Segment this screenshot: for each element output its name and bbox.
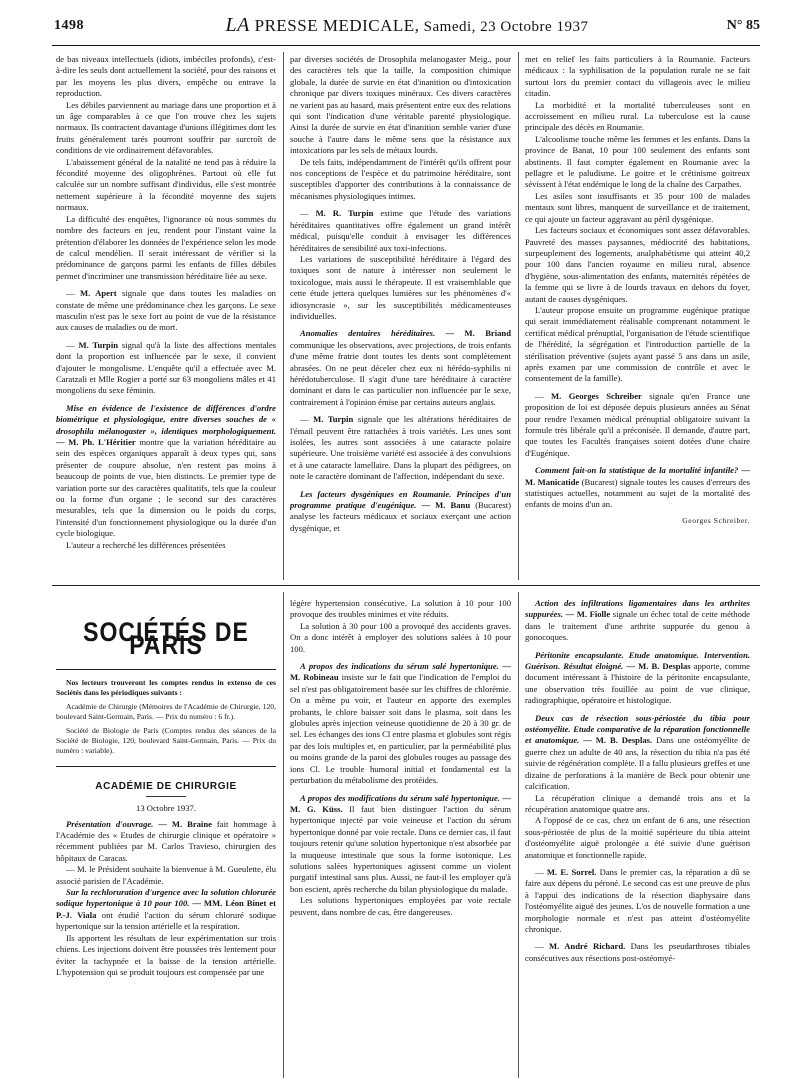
article-column-3 <box>525 54 750 579</box>
reference-note: Académie de Chirurgie (Mémoires de l'Académie de Chirurgie, 120, boulevard Saint-Germain, Paris. — Prix du numéro : 6 fr.). <box>56 701 276 721</box>
paragraph-text: (Bucarest) analyse les facteurs médicaux et sociaux exerçant une action dysgénique, et <box>290 500 511 533</box>
speaker-name: — M. Braine <box>153 818 212 829</box>
paragraph: De tels faits, indépendamment de l'intérêt qu'ils offrent pour nos conceptions de l'espèce et du patrimoine héréditaire, sont susceptibles d'apporter des contributions à la connaissance de mécanismes physiologiques intimes. <box>290 156 511 201</box>
communication-title: Sur la rechloruration d'urgence avec la solution chlorurée sodique hypertonique à 10 pour 100. <box>56 887 276 909</box>
running-header <box>54 14 760 40</box>
paragraph-text: signal qu'à la liste des affections mentales dont la proportion est influencée par le sexe, il convient d'ajouter le mongolisme. L'enquête qu'il a effectuée avec M. Caratzali et Mlle Rogier a porté sur 63 mongoliens mâles et 41 mongoliens du sexe féminin. <box>56 339 276 396</box>
paragraph: A l'opposé de ce cas, chez un enfant de 6 ans, une résection sous-périostée de plus de la moitié supérieure du tibia atteint d'ostéomyélite aiguë prolongée a été suivie d'une guérison anatomique et fonctionnelle rapide. <box>525 815 750 860</box>
article-column-2 <box>290 54 511 579</box>
paragraph: Les solutions hypertoniques employées par voie rectale peuvent, dans nombre de cas, être dangereuses. <box>290 895 511 917</box>
communication-title: Péritonite encapsulante. Etude anatomique. Intervention. Guérison. Résultat éloigné. <box>525 649 750 672</box>
speaker-name: M. Turpin <box>313 414 354 425</box>
paragraph: Ils apportent les résultats de leur expérimentation sur trois chiens. Les injections doivent être poussées très lentement pour éviter la tachypnée et la baisse de la tension artérielle. L'hypotension qui se produit toujours est compensée par une <box>56 932 276 977</box>
speaker-name: — MM. Léon Binet et P.-J. Viala <box>56 898 276 920</box>
communication-title: Action des infiltrations ligamentaires dans les arthrites suppurées. <box>525 598 750 620</box>
speaker-name: — M. Robineau <box>290 661 511 683</box>
paragraph: Les débiles parviennent au mariage dans une proportion et à un âge comparables à ce que l'on trouve chez les sujets normaux. Ils contractent davantage d'unions illégitimes dont les fruits généralement tarés pourront souffrir par surcroît de conditions de vie ordinairement défavorables. <box>56 99 276 156</box>
session-date: 13 Octobre 1937. <box>136 803 196 814</box>
paragraph: Les asiles sont insuffisants et 35 pour 100 de malades mentaux sont libres, manquent de surveillance et de traitement, ce qui ajoute un facteur aggravant au péril dysgénique. <box>525 190 750 224</box>
column-divider <box>518 52 519 580</box>
speaker-name: M. E. Sorrel. <box>546 866 597 877</box>
journal-title-rest: PRESSE MEDICALE, <box>249 16 420 35</box>
paragraph: — M. Turpin signal qu'à la liste des affections mentales dont la proportion est influencée par le sexe, il convient d'ajouter le mongolisme. L'enquête qu'il a effectuée avec M. Caratzali et Mlle Rogier a porté sur 63 mongoliens mâles et 41 mongoliens du sexe féminin. <box>56 339 276 396</box>
paragraph: L'auteur a recherché les différences présentées <box>66 539 226 550</box>
paragraph: met en relief les faits particuliers à la Roumanie. Facteurs médicaux : la syphilisation de la population rurale ne se fait surtout lors du premier contact du villageois avec le milieu citadin. <box>525 54 750 99</box>
paragraph: — M. André Richard. Dans les pseudarthroses tibiales consécutives aux résections post-ostéomyé- <box>525 941 750 963</box>
paragraph-text: signale qu'en France une proposition de loi est déposée depuis plusieurs années au Sénat pour rendre l'examen médical prénuptial obligatoire suivant la formule très libérale qu'il a préconisée. Il demande, d'autre part, que toutes les Facultés françaises soient dotées d'une chaire d'Eugénique. <box>525 390 750 458</box>
paragraph-text: (Bucarest) signale toutes les causes d'erreurs des statistiques actuelles, notamment au sujet de la mortalité des enfants de moins d'un an. <box>525 476 750 510</box>
paragraph: de bas niveaux intellectuels (idiots, imbéciles profonds), c'est-à-dire les seuls dont actuellement la société, pour des raisons et par les moyens les plus divers, empêche ou entrave la reproduction. <box>56 54 276 99</box>
column-divider <box>283 52 284 580</box>
section-divider <box>52 585 760 586</box>
paragraph-text: Dans une ostéomyélite de guerre chez un adulte de 40 ans, la résection du tibia n'a pas été suivie de régénération complète. Il a fallu plusieurs greffes et une dizaine de perforations à la manière de Beck pour obtenir une calcification. <box>525 735 750 792</box>
paragraph <box>290 328 511 408</box>
header-rule <box>52 45 760 46</box>
paragraph: Les variations de susceptibilité héréditaire à l'égard des toxiques sont de nature à intéresser non seulement le toxicologue, mais aussi le thérapeute. Il est vraisemblable que cette étude jettera quelques lumières sur les phénomènes d'« idiosyncrasie », sur les susceptibilités médicamenteuses individuelles. <box>290 253 511 321</box>
paragraph-text: communique les observations, avec projections, de trois enfants d'une même fratrie dont toutes les dents sont complètement abrasées. On ne peut déceler chez eux ni hérédo-syphilis ni hérédotuberculose. Il s'agit d'une tare héréditaire à caractère dominant et dans le cas particulier non influencée par le sexe, contrairement à l'opinion émise par certains auteurs anglais. <box>290 339 511 407</box>
paragraph-text: ont étudié l'action du sérum chloruré sodique hypertonique sur la tension artérielle et la respiration. <box>56 909 276 932</box>
communication-title: Anomalies dentaires héréditaires. <box>300 328 436 339</box>
paragraph: — M. le Président souhaite la bienvenue à M. Gueulette, élu associé parisien de l'Académie. <box>56 864 276 886</box>
paragraph <box>290 661 511 786</box>
communication-title: Présentation d'ouvrage. <box>66 818 154 829</box>
paragraph <box>290 793 511 896</box>
reference-note: Société de Biologie de Paris (Comptes rendus des séances de la Société de Biologie, 120, boulevard Saint-Germain, Paris. — Prix du numéro : variable). <box>56 725 276 755</box>
intro-note: Nos lecteurs trouveront les comptes rendus in extenso de ces Sociétés dans les périodiques suivants : <box>56 677 276 697</box>
communication-title: Mise en évidence de l'existence de différences d'ordre biométrique et physiologique, entre diverses souches de « drosophila mélanogaster », identiques morphologiquement. <box>56 402 276 436</box>
paragraph: par diverses sociétés de Drosophila melanogaster Meig., pour des caractères tels que la taille, la composition chimique globale, la durée de survie en état d'inanition ou d'intoxication chronique par divers toxiques minéraux. Ces divers caractères ne varient pas au hasard, mais présentent entre eux des relations qui sont l'indication d'une véritable parenté physiologique. Ainsi la durée de survie en état d'inanition semble varier d'une souche à l'autre dans le même sens que la résistance aux intoxications par les sels de métaux lourds. <box>290 54 511 156</box>
paragraph-text: Dans le premier cas, la réparation a dû se faire aux dépens du péroné. Le second cas est une preuve de plus à l'appui des indications de la résection diaphysaire dans l'ostéomyélite aiguë des jeunes. L'os de nouvelle formation a une morphologie normale et n'est pas atteint d'ostéomyélite chronique. <box>525 866 750 934</box>
communication-title: Deux cas de résection sous-périostée du tibia pour ostéomyélite. Etude comparative de la réparation fonctionnelle et anatomique. <box>525 712 750 746</box>
communication-title: A propos des modifications du sérum salé hypertonique. <box>300 792 500 803</box>
speaker-name: — M. Briand <box>435 328 511 339</box>
speaker-name: M. Turpin <box>78 339 118 350</box>
journal-title <box>54 14 760 37</box>
paragraph: — M. Georges Schreiber signale qu'en France une proposition de loi est déposée depuis plusieurs années au Sénat pour rendre l'examen médical prénuptial obligatoire suivant la formule très libérale qu'il a préconisée. Il demande, d'autre part, que toutes les Facultés françaises soient dotées d'une chaire d'Eugénique. <box>525 390 750 458</box>
paragraph-text: Il faut bien distinguer l'action du sérum hypertonique injecté par voie veineuse et l'action du sérum hypertonique donné par voie rectale. Dans ce dernier cas, il faut toujours retenir qu'une solution hypertonique n'est absorbée par la muqueuse intestinale que sous la forme isotonique. Les solutions salées hypertoniques agissent comme un violent purgatif intestinal sans plus. Aussi, ne faut-il les employer qu'à bon escient, après recherche du bilan physiologique du malade. <box>290 803 511 894</box>
paragraph-text: estime que l'étude des variations héréditaires quantitatives offre également un grand intérêt médical, puisqu'elle conduit à envisager les différences héréditaires de sensibilité aux toxi-infections. <box>290 208 511 253</box>
speaker-name: — M. Fiolle <box>562 609 611 620</box>
paragraph: La récupération clinique a demandé trois ans et la récupération anatomique quatre ans. <box>525 792 750 814</box>
societes-column-2 <box>290 598 511 1078</box>
paragraph: L'abaissement général de la natalité ne tend pas à réduire la fécondité moyenne des oligophrènes. Partout où elle fut calculée sur un nombre suffisant d'individus, elle s'est montrée nettement supérieure à la fécondité moyenne des sujets normaux. <box>56 156 276 213</box>
column-divider <box>518 592 519 1078</box>
paragraph: — M. Apert signale que dans toutes les maladies on constate de même une prédominance chez les garçons. Le sexe masculin n'est pas le sexe fort au point de vue de la résistance aux causes de maladies ou de mort. <box>56 288 276 333</box>
speaker-name: — M. Ph. L'Héritier <box>56 437 136 447</box>
speaker-name: M. R. Turpin <box>315 208 374 219</box>
speaker-name: — M. B. Desplas <box>623 661 691 672</box>
paragraph <box>525 713 750 793</box>
paragraph <box>525 465 750 511</box>
paragraph: — M. Turpin signale que les altérations héréditaires de l'émail peuvent être rattachées à trois variétés. Les unes sont isolées, les autres sont associées à une cataracte polaire supérieure. Une troisième variété est associée à des convulsions et à une cataracte lamellaire. Dans la plupart des pédigrees, on note le caractère dominant de l'affection, indépendant du sexe. <box>290 414 511 482</box>
speaker-name: M. Georges Schreiber <box>551 390 642 401</box>
paragraph <box>56 819 276 865</box>
paragraph-text: signale que dans toutes les maladies on constate de même une prédominance chez les garçons. Le sexe masculin n'est pas le sexe fort au point de vue de la résistance aux causes de maladies ou de mort. <box>56 288 276 333</box>
paragraph <box>525 598 750 644</box>
paragraph <box>56 887 276 933</box>
heading-rule <box>146 796 186 797</box>
issue-date: Samedi, 23 Octobre 1937 <box>419 19 589 35</box>
communication-title: A propos des indications du sérum salé hypertonique. <box>300 661 499 672</box>
article-column-1 <box>56 54 276 579</box>
paragraph-text: fait hommage à l'Académie des « Etudes de chirurgie clinique et opératoire » récemment publiées par M. Carlos Travieso, chirurgien des hôpitaux de Caracas. <box>56 818 276 863</box>
page-number: 1498 <box>54 18 84 33</box>
paragraph: L'alcoolisme touche même les femmes et les enfants. Dans la province de Banat, 10 pour 100 seulement des enfants sont abstinents. Il faut compter également en Roumanie avec la pellagre et le paludisme. Le goitre et le crétinisme goitreux sévissent à l'état endémique le long de la chaîne des Carpathes. <box>525 133 750 190</box>
speaker-name: — M. B. Desplas. <box>579 735 653 746</box>
societes-column-3 <box>525 598 750 1078</box>
paragraph: La solution à 30 pour 100 a provoqué des accidents graves. On a donc intérêt à employer des solutions salées à 10 pour 100. <box>290 620 511 654</box>
communication-title: Comment fait-on la statistique de la mortalité infantile? <box>535 465 739 476</box>
title-rule <box>56 669 276 670</box>
intro-rule <box>56 766 276 767</box>
paragraph-text: apporte, comme document intéressant à l'histoire de la péritonite encapsulante, une observation très fouillée au point de vue clinique, radiographique, opératoire et histologique. <box>525 661 750 706</box>
speaker-name: M. André Richard. <box>549 941 626 952</box>
issue-number: N° 85 <box>726 18 760 33</box>
speaker-name: M. Apert <box>79 288 117 299</box>
speaker-name: — M. Manicatide <box>525 465 750 487</box>
paragraph: légère hypertension consécutive. La solution à 10 pour 100 provoque des troubles minimes et vite réduits. <box>290 598 511 620</box>
paragraph <box>290 489 511 535</box>
paragraph <box>525 650 750 707</box>
paragraph: — M. E. Sorrel. Dans le premier cas, la réparation a dû se faire aux dépens du péroné. Le second cas est une preuve de plus à l'appui des indications de la résection diaphysaire dans l'ostéomyélite aiguë des jeunes. L'os de nouvelle formation a une morphologie normale et n'est pas atteint d'ostéomyélite chronique. <box>525 866 750 934</box>
author-signature: Georges Schreiber. <box>682 515 750 525</box>
paragraph: — M. R. Turpin estime que l'étude des variations héréditaires quantitatives offre également un grand intérêt médical, puisqu'elle conduit à envisager les différences héréditaires de sensibilité aux toxi-infections. <box>290 208 511 253</box>
paragraph: Les facteurs sociaux et économiques sont assez défavorables. Pauvreté des masses paysannes, médiocrité des habitations, surpeuplement des logements, analphabétisme qui atteint 40,2 pour 100 dans l'ancien royaume en milieu rural, absence d'hygiène, sous-alimentation des enfants, maternités répétées de la femme qui se livre à de lourds travaux en dehors du foyer, autant de causes dysgéniques. <box>525 225 750 304</box>
academy-heading: ACADÉMIE DE CHIRURGIE <box>95 780 237 792</box>
societes-column-1 <box>56 598 276 1078</box>
column-divider <box>283 592 284 1078</box>
paragraph-text: montre que la variation héréditaire au sein des espèces organiques apparaît à deux types qui, sans présenter de coupure absolue, n'en restent pas moins à beaucoup de points de vue, bien distincts. Le premier type de variation porte sur des caractères qualitatifs, tels que la couleur ou la forme d'un organe ; le second sur des caractères mesurables, tels que la dimension ou le poids du corps, l'intensité d'un fonctionnement physiologique ou la durée d'un cycle biologique. <box>56 437 276 539</box>
paragraph-text: signale que les altérations héréditaires de l'émail peuvent être rattachées à trois variétés. Les unes sont isolées, les autres sont associées à une cataracte polaire supérieure. Une troisième variété est associée à des convulsions et à une cataracte lamellaire. Dans la plupart des pédigrees, on note le caractère dominant de l'affection, indépendant du sexe. <box>290 414 511 482</box>
speaker-name: — M. Banu <box>416 500 471 511</box>
journal-title-la: LA <box>225 14 250 36</box>
paragraph-text: Dans les pseudarthroses tibiales consécutives aux résections post-ostéomyé- <box>525 941 750 963</box>
speaker-name: — M. G. Küss. <box>290 792 511 814</box>
paragraph <box>56 403 276 540</box>
paragraph: La difficulté des enquêtes, l'ignorance où nous sommes du nombre des facteurs en jeu, rendent pour l'instant vaine la prétention d'élaborer les données de l'expérience selon les mode de calcul mendélien. Il serait intéressant de vérifier si la prédominance de garçons parmi les enfants de filles débiles permet d'incriminer une transmission héréditaire liée au sexe. <box>56 213 276 281</box>
paragraph: La morbidité et la mortalité tuberculeuses sont en accroissement en milieu rural. La tuberculose est la cause principale des décès en Roumanie. <box>525 99 750 133</box>
section-title: SOCIÉTÉS DE PARIS <box>83 617 249 661</box>
paragraph-text: signale un échec total de cette méthode dans le traitement d'une arthrite suppurée du genou à gonocoques. <box>525 609 750 643</box>
communication-title: Les facteurs dysgéniques en Roumanie. Principes d'un programme pratique d'eugénique. <box>290 488 511 511</box>
paragraph-text: insiste sur le fait que l'indication de l'emploi du sel n'est pas obligatoirement basée sur les chiffres de chlorémie. On a même pu voir, et l'auteur en apporte des exemples probants, le chlore baisser soit dans le plasma, soit dans les globules après injection veineuse quotidienne de 20 à 30 gr. de sel. Les échanges des ions Cl entre plasma et globules sont régis par des lois multiples et, en particulier, par la perméabilité plus ou moins grande de la paroi des globules rouges au passage des ions Cl. Le trouble humoral initial et fondamental est la perturbation du métabolisme des protéides. <box>290 672 511 786</box>
paragraph: L'auteur propose ensuite un programme eugénique pratique qui serait immédiatement réalisable comprenant notamment le certificat médical prénuptial, l'organisation de l'étude scientifique de l'hérédité, la ségrégation et l'introduction partielle de la stérilisation préventive (sujets ayant passé 5 ans dans un asile, après examen par une commission de contrôle et avec le consentement de la famille). <box>525 304 750 384</box>
